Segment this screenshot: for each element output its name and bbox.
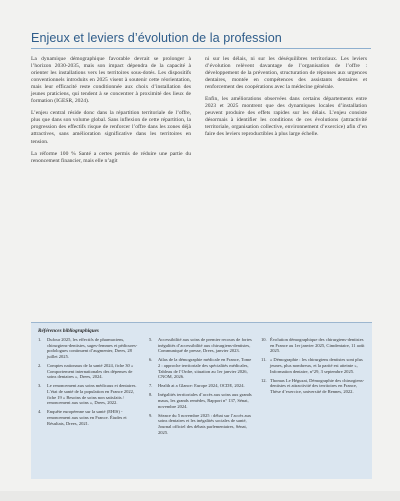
- reference-number: 11.: [261, 357, 267, 363]
- reference-number: 6.: [149, 357, 153, 363]
- reference-item: [38, 409, 141, 426]
- reference-number: 1.: [38, 337, 42, 342]
- references-column-1: [38, 337, 141, 430]
- reference-item: [38, 363, 141, 380]
- reference-text: Atlas de la démographie médicale en France, Tome 2 : approche territoriale des spécialités médicales, Tableau de l’Ordre, situation au 1er janvier 2026, CNOM, 2026.: [158, 357, 252, 380]
- reference-item: [261, 357, 365, 374]
- reference-number: 2.: [38, 363, 42, 369]
- reference-number: 3.: [38, 383, 42, 389]
- page-top-margin: [0, 0, 400, 14]
- right-column: [205, 56, 367, 144]
- page-bottom-edge: [0, 491, 400, 501]
- reference-item: [149, 337, 252, 354]
- reference-item: [149, 413, 252, 436]
- reference-text: Inégalités territoriales d’accès aux soins aux grands maux, les grands remèdes, Rapport n° 137, Sénat, novembre 2024.: [158, 392, 252, 409]
- reference-text: Thomas Le Héguzat, Démographie des chirurgiens-dentistes et attractivité des territoires en France, Thèse d’exercice, université de Rennes, 2022.: [270, 377, 365, 395]
- reference-text: Comptes nationaux de la santé 2024, fiche 30 « Comportement internationales des dépenses de soins dentaires », Drees, 2024.: [47, 363, 134, 380]
- reference-number: 7.: [149, 383, 153, 389]
- reference-number: 8.: [149, 392, 153, 398]
- reference-text: Accessibilité aux soins de premier recours de fortes inégalités d’accessibilité aux chirurgiens-dentistes, Communiqué de presse, Drees, janvier 2023.: [158, 337, 252, 354]
- paragraph: Enfin, les améliorations observées dans certains départements entre 2023 et 2025 montrent que des dynamiques locales d’installation peuvent produire des effets rapides sur les délais. L’enjeu consiste désormais à identifier les conditions de ces évolutions (attractivité territoriale, organisation collective, environnement d’exercice) afin d’en faire des leviers reproductibles à plus large échelle.: [205, 96, 367, 138]
- paragraph: La réforme 100 % Santé a certes permis de réduire une partie du renoncement financier, mais elle n’agit: [31, 150, 191, 164]
- references-column-3: [261, 337, 365, 398]
- reference-text: Health at a Glance: Europe 2024, OCDE, 2024.: [158, 383, 245, 389]
- reference-number: 5.: [149, 337, 153, 342]
- left-column: [31, 56, 191, 170]
- reference-number: 10.: [261, 337, 267, 342]
- references-box: [31, 322, 372, 479]
- reference-number: 4.: [38, 409, 42, 415]
- reference-item: [38, 383, 141, 406]
- reference-text: « Démographie : les chirurgiens dentistes sont plus jeunes, plus nombreux, et la parité est atteinte », Information dentaire, n°29, 3 septembre 2025.: [270, 357, 363, 374]
- paragraph: La dynamique démographique favorable devrait se prolonger à l’horizon 2030-2035, mais son impact dépendra de la capacité à orienter les installations vers les territoires sous-dotés. Les dispositifs conventionnels introduits en 2025 visent à soutenir cette réorientation, mais leur efficacité reste conditionnée aux choix d’installation des jeunes praticiens, qui tendent à se concentrer à proximité des lieux de formation (IGESR, 2024).: [31, 56, 191, 105]
- reference-number: 9.: [149, 412, 153, 418]
- paragraph: L’enjeu central réside donc dans la répartition territoriale de l’offre, plus que dans son volume global. Sans inflexion de cette répartition, la progression des effectifs risque de renforcer l’offre dans les zones déjà attractives, sans amélioration significative dans les territoires en tension.: [31, 110, 191, 145]
- reference-item: [149, 383, 252, 389]
- references-title: Références bibliographiques: [38, 328, 99, 334]
- reference-text: Dufour 2025, les effectifs de pharmaciens, chirurgiens-dentistes, sages-femmes et pédicures-podologues continuent d’augmenter, Drees, 28 juillet 2025.: [47, 337, 138, 359]
- reference-item: [38, 337, 141, 360]
- reference-item: [149, 357, 252, 380]
- reference-text: Le renoncement aux soins médicaux et dentaires. L’état de santé de la population en France 2022, fiche 19 « Besoins de soins non satisfaits / renoncement aux soins », Drees, 2022.: [47, 383, 137, 406]
- references-column-2: [149, 337, 252, 439]
- reference-number: 12.: [261, 377, 267, 383]
- reference-text: Séance du 5 novembre 2025 : débat sur l’accès aux soins dentaires et les inégalités sociales de santé, Journal officiel des débats parlementaires, Sénat, 2025.: [158, 412, 252, 435]
- paragraph: ni sur les délais, ni sur les déséquilibres territoriaux. Les leviers d’évolution relèvent davantage de l’organisation de l’offre : développement de la prévention, structuration de réponses aux urgences dentaires, montée en compétences des assistants dentaires et renforcement des coopérations avec la médecine générale.: [205, 56, 367, 91]
- reference-item: [261, 337, 365, 354]
- reference-text: Évolution démographique des chirurgiens-dentistes en France au 1er janvier 2025, Cimdentaire, 11 août 2025.: [270, 337, 365, 354]
- reference-text: Enquête européenne sur la santé (EHIS) - renoncement aux soins en France. Études et Résultats, Drees, 2021.: [47, 409, 127, 426]
- title-divider: [31, 48, 371, 49]
- section-title: Enjeux et leviers d’évolution de la profession: [31, 31, 282, 45]
- reference-item: [261, 378, 365, 395]
- reference-item: [149, 392, 252, 409]
